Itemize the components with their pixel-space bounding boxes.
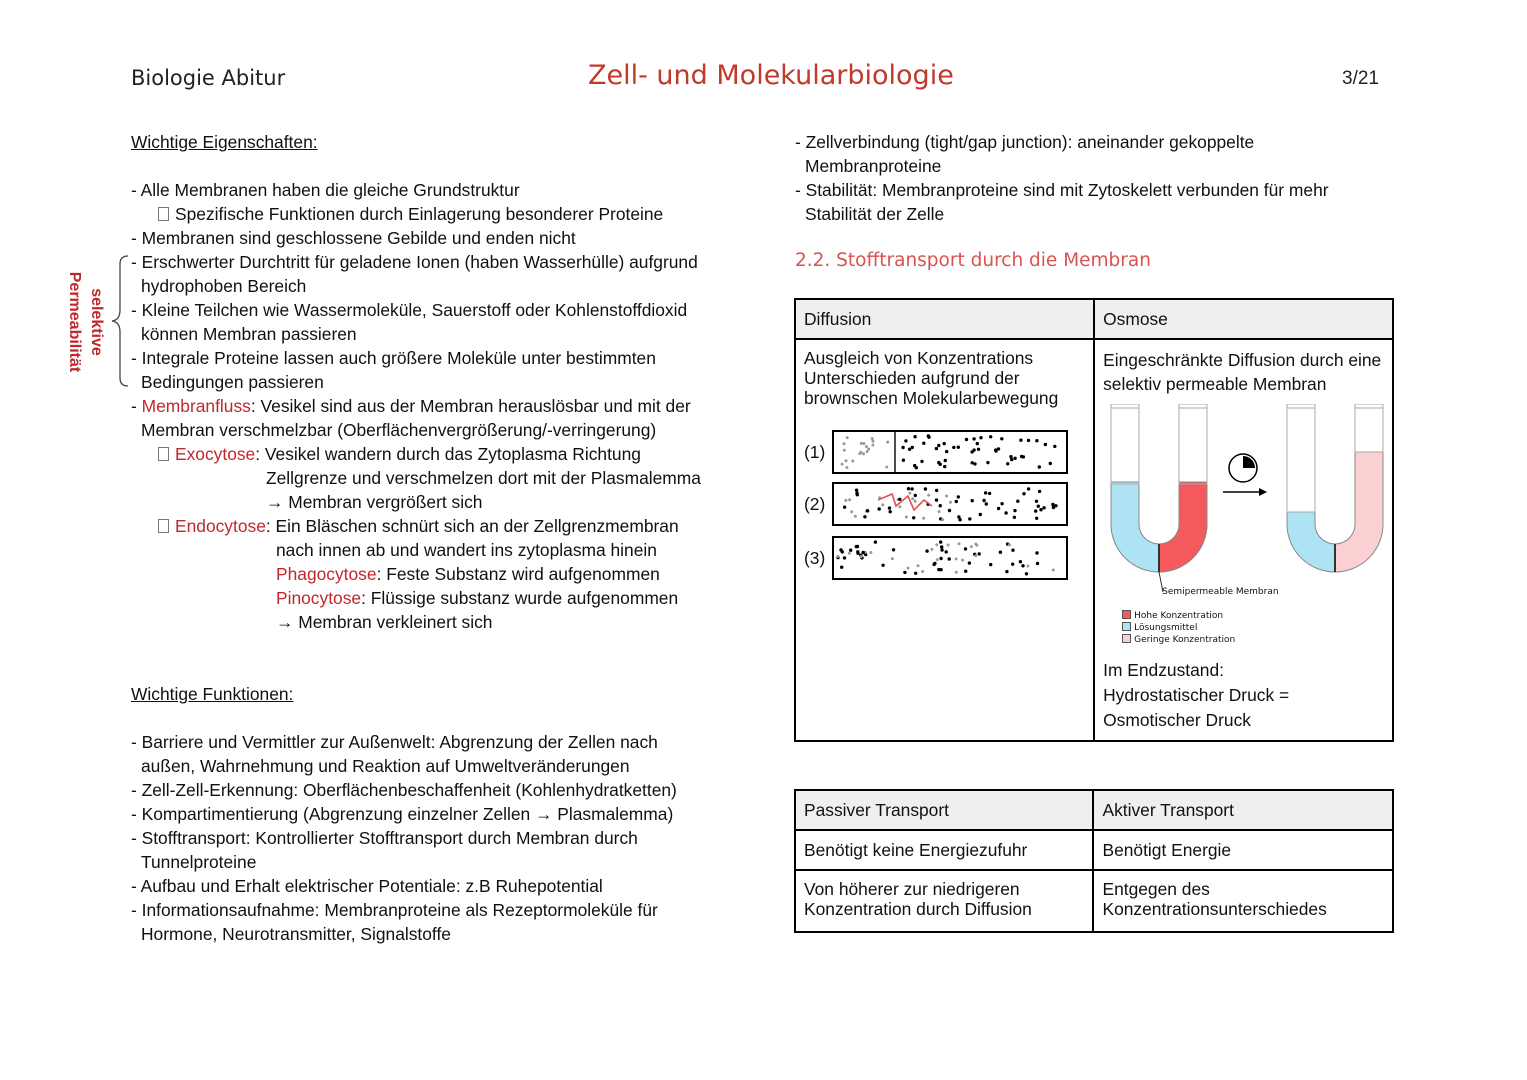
particle-dot [949,501,952,504]
table-cell: Entgegen des Konzentrationsunterschiedes [1093,870,1393,932]
legend-swatch [1122,622,1131,631]
end-state-line: Hydrostatischer Druck = [1103,685,1290,705]
particle-dot [964,547,967,550]
legend-swatch [1122,610,1131,619]
particle-dot [1000,437,1003,440]
particle-dot [940,548,943,551]
header-subject: Biologie Abitur [131,66,286,90]
particle-dot [1000,502,1003,505]
particle-dot [971,499,974,502]
particle-dot [997,507,1000,510]
exocytose-line: Zellgrenze und verschmelzen dort mit der Plasmalemma [266,468,701,488]
particle-dot [878,507,881,510]
particle-dot [972,448,975,451]
side-label-line: selektive [88,288,105,356]
particle-dot [1038,490,1041,493]
endocytose-line: Phagocytose: Feste Substanz wird aufgenommen [276,564,660,584]
particle-dot [841,463,844,466]
u-tube-start [1111,404,1207,592]
particle-dot [1009,455,1012,458]
particle-dot [913,435,916,438]
particle-dot [885,466,888,469]
particle-dot [1008,543,1011,546]
particle-dot [845,466,848,469]
particle-dot [1019,560,1022,563]
particle-dot [955,500,958,503]
particle-dot [945,450,948,453]
particle-dot [914,572,917,575]
particle-dot [968,517,971,520]
particle-dot [881,564,884,567]
particle-dot [932,563,935,566]
particle-dot [961,559,964,562]
particle-dot [843,506,846,509]
side-label-line: Permeabilität [66,271,83,373]
particle-dot [1020,455,1023,458]
function-line: - Informationsaufnahme: Membranproteine als Rezeptormoleküle für [131,900,658,920]
function-line: Hormone, Neurotransmitter, Signalstoffe [141,924,451,944]
particle-dot [902,459,905,462]
table-header-diffusion: Diffusion [795,299,1094,339]
particle-dot [986,461,989,464]
property-line: hydrophoben Bereich [141,276,307,296]
particle-dot [850,510,853,513]
checkbox-bullet-icon [158,447,169,461]
particle-dot [974,543,977,546]
particle-dot [855,545,858,548]
term-exocytose: Exocytose [175,444,256,464]
particle-dot [848,552,851,555]
particle-dot [914,500,917,503]
particle-dot [911,446,914,449]
section-title: 2.2. Stofftransport durch die Membran [795,250,1151,271]
particle-dot [927,434,930,437]
particle-dot [1039,508,1042,511]
particle-dot [907,567,910,570]
particle-dot [1037,505,1040,508]
function-line: Tunnelproteine [141,852,257,872]
particle-dot [965,438,968,441]
particle-dot [943,442,946,445]
function-line: - Zell-Zell-Erkennung: Oberflächenbeschaffenheit (Kohlenhydratketten) [131,780,677,800]
particle-dot [855,489,858,492]
property-line: - Integrale Proteine lassen auch größere Moleküle unter bestimmten [131,348,656,368]
term-membranfluss: Membranfluss [141,396,251,416]
function-line: - Barriere und Vermittler zur Außenwelt: Abgrenzung der Zellen nach [131,732,658,752]
property-line: - Membranen sind geschlossene Gebilde und enden nicht [131,228,576,248]
particle-dot [910,487,913,490]
particle-dot [925,549,928,552]
particle-dot [854,515,857,518]
particle-dot [1051,503,1054,506]
particle-dot [843,442,846,445]
legend-item: Geringe Konzentration [1122,634,1235,646]
diffusion-cell: Ausgleich von Konzentrations Unterschieden aufgrund der brownschen Molekularbewegung (1) (2) (3) [795,339,1094,741]
particle-dot [937,444,940,447]
table-cell: Benötigt keine Energiezufuhr [795,830,1093,870]
particle-dot [1010,458,1013,461]
legend-item: Lösungsmittel [1122,622,1235,634]
particle-dot [1022,492,1025,495]
checkbox-bullet-icon [158,207,169,221]
particle-dot [858,452,861,455]
property-line: Membran verschmelzbar (Oberflächenvergrößerung/-verringerung) [141,420,657,440]
particle-dot [889,510,892,513]
particle-dot [1034,509,1037,512]
particle-dot [1036,562,1039,565]
particle-dot [952,446,955,449]
particle-dot [1052,569,1055,572]
particle-dot [1025,572,1028,575]
particle-dot [958,542,961,545]
particle-dot [977,448,980,451]
particle-dot [871,444,874,447]
particle-dot [1004,511,1007,514]
particle-dot [1035,551,1038,554]
particle-dot [935,447,938,450]
particle-dot [924,487,927,490]
function-line: - Kompartimentierung (Abgrenzung einzelner Zellen → Plasmalemma) [131,804,674,824]
endocytose-line: Pinocytose: Flüssige substanz wurde aufgenommen [276,588,679,608]
particle-dot [1053,445,1056,448]
function-line: - Stofftransport: Kontrollierter Stofftransport durch Membran durch [131,828,638,848]
particle-dot [922,517,925,520]
particle-dot [947,544,950,547]
particle-dot [1013,516,1016,519]
particle-dot [843,556,846,559]
page-number: 3/21 [1342,68,1379,89]
legend-swatch [1122,634,1131,643]
exocytose-line: → Membran vergrößert sich [266,492,483,512]
particle-dot [922,442,925,445]
particle-dot [912,516,915,519]
particle-dot [920,460,923,463]
table-cell: Von höherer zur niedrigeren Konzentration durch Diffusion [795,870,1093,932]
particle-dot [988,492,991,495]
particle-dot [935,489,938,492]
particle-dot [898,505,901,508]
particle-dot [846,436,849,439]
table-header-active: Aktiver Transport [1093,790,1393,830]
particle-dot [905,516,908,519]
particle-dot [866,450,869,453]
diffusion-box-2 [832,482,1070,528]
particle-dot [917,564,920,567]
particle-dot [891,557,894,560]
table-cell: Benötigt Energie [1093,830,1393,870]
particle-dot [985,502,988,505]
page-title: Zell- und Molekularbiologie [588,60,954,91]
term-pinocytose: Pinocytose [276,588,362,608]
functions-heading: Wichtige Funktionen: [131,684,294,704]
particle-dot [984,491,987,494]
table-header-passive: Passiver Transport [795,790,1093,830]
particle-dot [1027,565,1030,568]
property-line: - Kleine Teilchen wie Wassermoleküle, Sauerstoff oder Kohlenstoffdioxid [131,300,688,320]
particle-dot [874,540,877,543]
legend-item: Hohe Konzentration [1122,610,1235,622]
particle-dot [994,449,997,452]
side-label [57,262,107,382]
curly-brace-icon [108,254,132,388]
particle-dot [1016,500,1019,503]
particle-dot [1019,439,1022,442]
particle-dot [974,554,977,557]
particle-dot [851,460,854,463]
property-line: - Erschwerter Durchtritt für geladene Ionen (haben Wasserhülle) aufgrund [131,252,698,272]
particle-dot [849,549,852,552]
particle-dot [840,566,843,569]
particle-dot [955,571,958,574]
particle-dot [904,439,907,442]
particle-dot [901,446,904,449]
property-line: - Alle Membranen haben die gleiche Grundstruktur [131,180,520,200]
particle-dot [1042,506,1045,509]
particle-dot [1006,462,1009,465]
particle-dot [939,540,942,543]
particle-dot [1011,549,1014,552]
endocytose-line: → Membran verkleinert sich [276,612,493,632]
particle-dot [845,459,848,462]
endocytose-line: nach innen ab und wandert ins zytoplasma hinein [276,540,657,560]
particle-dot [862,442,865,445]
particle-dot [839,548,842,551]
particle-dot [911,497,914,500]
particle-dot [1021,564,1024,567]
particle-dot [941,518,944,521]
particle-dot [999,551,1002,554]
u-tube-end [1287,404,1383,572]
particle-dot [837,555,840,558]
particle-dot [1011,563,1014,566]
particle-dot [979,513,982,516]
particle-dot [973,462,976,465]
property-line: können Membran passieren [141,324,357,344]
right-line: Stabilität der Zelle [805,204,945,224]
particle-dot [862,551,865,554]
endocytose-line: Endocytose: Ein Bläschen schnürt sich an der Zellgrenzmembran [158,514,679,538]
osmose-cell [1094,339,1393,741]
particle-dot [940,545,943,548]
particle-dot [968,561,971,564]
particle-dot [945,550,948,553]
function-line: - Aufbau und Erhalt elektrischer Potentiale: z.B Ruhepotential [131,876,603,896]
end-state-line: Im Endzustand: [1103,660,1224,680]
diffusion-osmose-table [794,298,1394,742]
particle-dot [844,499,847,502]
particle-dot [843,449,846,452]
right-line: - Zellverbindung (tight/gap junction): aneinander gekoppelte [795,132,1255,152]
end-state-line: Osmotischer Druck [1103,710,1251,730]
particle-dot [886,441,889,444]
particle-dot [921,570,924,573]
particle-dot [881,503,884,506]
particle-dot [898,498,901,501]
particle-dot [927,494,930,497]
transport-table [794,789,1394,933]
properties-heading: Wichtige Eigenschaften: [131,132,318,152]
particle-dot [888,506,891,509]
right-line: Membranproteine [805,156,942,176]
particle-dot [957,495,960,498]
particle-dot [848,498,851,501]
particle-dot [856,493,859,496]
particle-dot [972,437,975,440]
particle-dot [860,555,863,558]
particle-dot [935,543,938,546]
particle-dot [860,442,863,445]
legend [1122,610,1235,646]
particle-dot [979,436,982,439]
osmose-text: Eingeschränkte Diffusion durch eine selektiv permeable Membran [1103,350,1382,394]
diffusion-box-3 [832,536,1070,582]
particle-dot [978,552,981,555]
particle-dot [871,437,874,440]
particle-dot [865,445,868,448]
particle-dot [976,442,979,445]
particle-dot [958,518,961,521]
particle-dot [939,504,942,507]
diffusion-text: Ausgleich von Konzentrations Unterschieden aufgrund der brownschen Molekularbewegung [804,348,1059,408]
particle-dot [1035,439,1038,442]
particle-dot [930,548,933,551]
particle-dot [1027,439,1030,442]
particle-dot [871,440,874,443]
end-state [1103,658,1289,733]
particle-dot [863,515,866,518]
particle-dot [915,466,918,469]
table-header-osmose: Osmose [1094,299,1393,339]
particle-dot [945,495,948,498]
particle-dot [1049,462,1052,465]
term-phagocytose: Phagocytose [276,564,377,584]
particle-dot [908,492,911,495]
particle-dot [903,571,906,574]
u-tube-diagram [1109,404,1385,592]
particle-dot [914,494,917,497]
particle-dot [937,461,940,464]
particle-dot [1052,506,1055,509]
particle-dot [948,557,951,560]
property-line: Bedingungen passieren [141,372,324,392]
particle-dot [982,499,985,502]
term-endocytose: Endocytose [175,516,266,536]
particle-dot [867,448,870,451]
membrane-label: Semipermeable Membran [1162,587,1279,597]
particle-dot [1013,457,1016,460]
right-line: - Stabilität: Membranproteine sind mit Zytoskelett verbunden für mehr [795,180,1329,200]
particle-dot [856,552,859,555]
particle-dot [955,557,958,560]
particle-dot [1035,500,1038,503]
particle-dot [869,551,872,554]
particle-dot [1044,443,1047,446]
particle-dot [989,435,992,438]
particle-dot [938,510,941,513]
particle-dot [989,563,992,566]
particle-dot [1035,517,1038,520]
exocytose-line: Exocytose: Vesikel wandern durch das Zytoplasma Richtung [158,442,641,466]
particle-dot [964,570,967,573]
particle-dot [957,446,960,449]
particle-dot [935,498,938,501]
particle-dot [907,487,910,490]
diffusion-box-1 [832,430,1070,476]
particle-dot [1013,509,1016,512]
particle-dot [866,509,869,512]
particle-dot [939,568,942,571]
particle-dot [862,452,865,455]
checkbox-bullet-icon [158,519,169,533]
particle-dot [1027,487,1030,490]
particle-dot [943,465,946,468]
particle-dot [944,459,947,462]
particle-dot [939,557,942,560]
particle-dot [936,558,939,561]
function-line: außen, Wahrnehmung und Reaktion auf Umweltveränderungen [141,756,630,776]
particle-dot [948,509,951,512]
particle-dot [970,545,973,548]
particle-dot [892,548,895,551]
particle-dot [1005,570,1008,573]
property-line: - Membranfluss: Vesikel sind aus der Membran herauslösbar und mit der [131,396,691,416]
particle-dot [1038,465,1041,468]
property-line: Spezifische Funktionen durch Einlagerung besonderer Proteine [158,202,663,226]
